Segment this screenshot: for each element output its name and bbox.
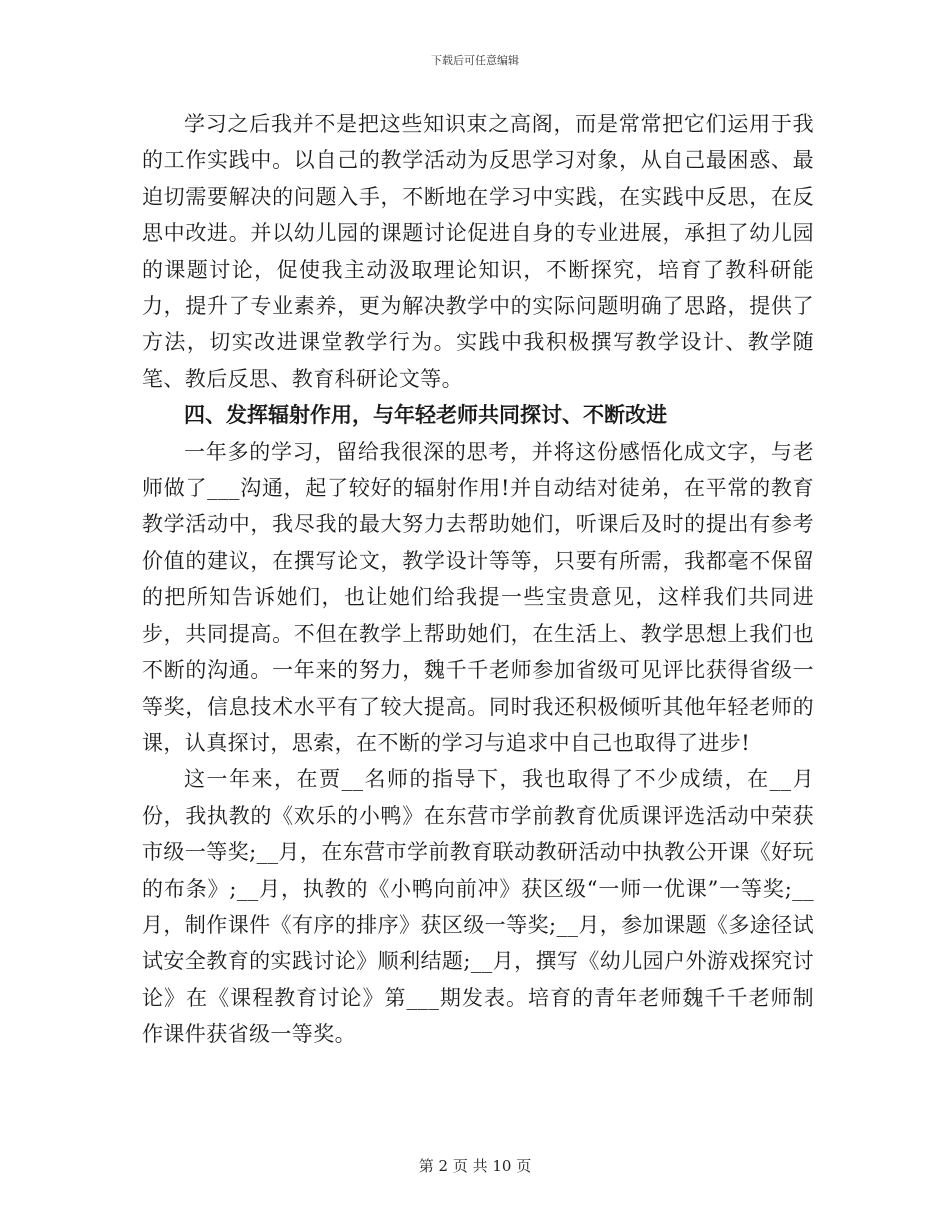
document-body bbox=[142, 106, 814, 1053]
paragraph-achievements: 这一年来，在贾__名师的指导下，我也取得了不少成绩，在__月份，我执教的《欢乐的小鸭》在东营市学前教育优质课评选活动中荣获市级一等奖;__月，在东营市学前教育联动教研活动中执教公开课《好玩的布条》;__月，执教的《小鸭向前冲》获区级“一师一优课”一等奖;__月，制作课件《有序的排序》获区级一等奖;__月，参加课题《多途径试试安全教育的实践讨论》顺利结题;__月，撰写《幼儿园户外游戏探究讨论》在《课程教育讨论》第___期发表。培育的青年老师魏千千老师制作课件获省级一等奖。 bbox=[142, 767, 814, 1047]
header-note: 下载后可任意编辑 bbox=[431, 54, 519, 67]
page-number: 第 2 页 共 10 页 bbox=[418, 1157, 532, 1175]
paragraph-mentoring: 一年多的学习，留给我很深的思考，并将这份感悟化成文字，与老师做了___沟通，起了较好的辐射作用!并自动结对徒弟，在平常的教育教学活动中，我尽我的最大努力去帮助她们，听课后及时的提出有参考价值的建议，在撰写论文，教学设计等等，只要有所需，我都毫不保留的把所知告诉她们，也让她们给我提一些宝贵意见，这样我们共同进步，共同提高。不但在教学上帮助她们，在生活上、教学思想上我们也不断的沟通。一年来的努力，魏千千老师参加省级可见评比获得省级一等奖，信息技术水平有了较大提高。同时我还积极倾听其他年轻老师的课，认真探讨，思索，在不断的学习与追求中自己也取得了进步! bbox=[142, 439, 814, 755]
section-heading: 四、发挥辐射作用，与年轻老师共同探讨、不断改进 bbox=[184, 403, 667, 428]
paragraph-study-practice: 学习之后我并不是把这些知识束之高阁，而是常常把它们运用于我的工作实践中。以自己的教学活动为反思学习对象，从自己最困惑、最迫切需要解决的问题入手，不断地在学习中实践，在实践中反思，在反思中改进。并以幼儿园的课题讨论促进自身的专业进展，承担了幼儿园的课题讨论，促使我主动汲取理论知识，不断探究，培育了教科研能力，提升了专业素养，更为解决教学中的实际问题明确了思路，提供了方法，切实改进课堂教学行为。实践中我积极撰写教学设计、教学随笔、教后反思、教育科研论文等。 bbox=[142, 112, 814, 391]
